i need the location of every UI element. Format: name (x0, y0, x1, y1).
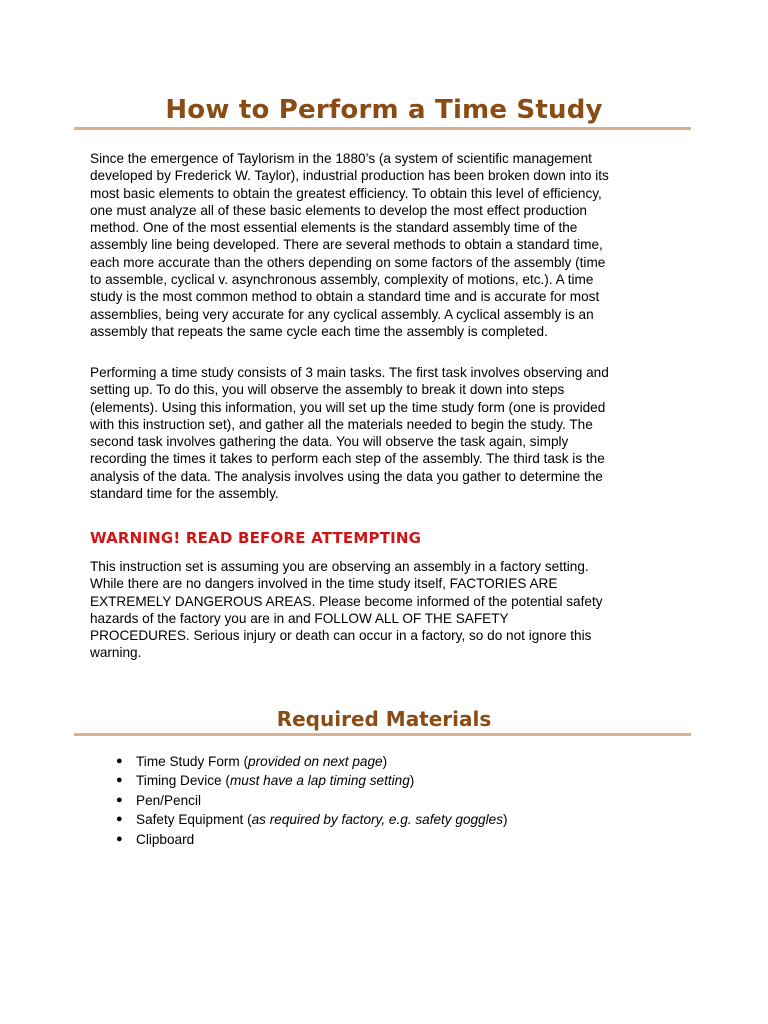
material-note: provided on next page (248, 754, 383, 769)
list-item: ● Safety Equipment (as required by factory, e.g. safety goggles) (114, 810, 508, 829)
materials-list (114, 752, 508, 849)
tasks-paragraph: Performing a time study consists of 3 main tasks. The first task involves observing and setting up. To do this, you will observe the assembly to break it down into steps (elements). Using this information, you will set up the time study form (one is provided with this instruction set), and gather all the materials needed to begin the study. The second task involves gathering the data. You will observe the task again, simply recording the times it takes to perform each step of the assembly. The third task is the analysis of the data. The analysis involves using the data you gather to determine the standard time for the assembly. (90, 365, 609, 502)
list-item: ● Time Study Form (provided on next page) (114, 752, 508, 771)
warning-heading: WARNING! READ BEFORE ATTEMPTING (90, 529, 422, 547)
list-item (114, 791, 508, 810)
intro-paragraph: Since the emergence of Taylorism in the 1880’s (a system of scientific management developed by Frederick W. Taylor), industrial production has been broken down into its most basic elements to obtain the greatest efficiency. To obtain this level of efficiency, one must analyze all of these basic elements to develop the most effect production method. One of the most essential elements is the standard assembly time of the assembly line being developed. There are several methods to obtain a standard time, each more accurate than the others depending on some factors of the assembly (time to assemble, cyclical v. asynchronous assembly, complexity of motions, etc.). A time study is the most common method to obtain a standard time and is accurate for most assemblies, being very accurate for any cyclical assembly. A cyclical assembly is an assembly that repeats the same cycle each time the assembly is completed. (90, 151, 609, 339)
list-item (114, 830, 508, 849)
materials-heading: Required Materials (276, 707, 492, 731)
materials-divider (74, 733, 691, 736)
page-title: How to Perform a Time Study (165, 95, 603, 125)
material-name: Safety Equipment (136, 812, 244, 828)
material-name: Time Study Form (136, 754, 240, 769)
bullet-icon: ● (116, 832, 123, 845)
material-name: Pen/Pencil (136, 792, 201, 808)
warning-paragraph: This instruction set is assuming you are observing an assembly in a factory setting. While there are no dangers involved in the time study itself, FACTORIES ARE EXTREMELY DANGEROUS AREAS. Please become informed of the potential safety hazards of the factory you are in and FOLLOW ALL OF THE SAFETY PROCEDURES. Serious injury or death can occur in a factory, so do not ignore this warning. (90, 559, 603, 661)
material-name: Clipboard (136, 831, 195, 847)
bullet-icon: ● (116, 774, 123, 787)
bullet-icon: ● (116, 813, 123, 826)
title-divider (74, 127, 691, 130)
material-note: as required by factory, e.g. safety goggles (251, 812, 503, 828)
material-name: Timing Device (136, 773, 222, 789)
material-note: must have a lap timing setting (229, 773, 410, 789)
list-item: ● Timing Device (must have a lap timing setting) (114, 771, 508, 790)
bullet-icon: ● (116, 755, 123, 767)
bullet-icon: ● (116, 793, 123, 806)
